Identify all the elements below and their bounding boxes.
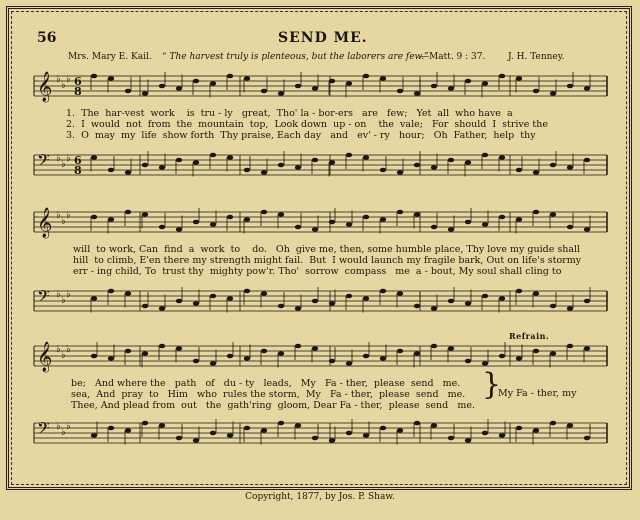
flat-icon: ♭ — [56, 74, 61, 85]
notehead — [482, 81, 488, 86]
notehead — [227, 74, 233, 79]
notehead — [380, 76, 386, 81]
flat-icon: ♭ — [61, 427, 66, 438]
notehead — [125, 210, 131, 215]
notehead — [550, 304, 556, 309]
notehead — [295, 344, 301, 349]
notehead — [193, 301, 199, 306]
notehead — [227, 433, 233, 438]
notehead — [91, 155, 97, 160]
time-signature-bottom: 8 — [74, 85, 82, 98]
refrain-lyric: My Fa - ther, my — [498, 388, 577, 399]
lyric-s2-v2: hill to climb, E'en there my strength might fail. But I would launch my fragile bark, Out on life's stormy — [73, 255, 582, 266]
notehead — [261, 349, 267, 354]
flat-icon: ♭ — [66, 153, 71, 164]
notehead — [261, 210, 267, 215]
flat-icon: ♭ — [56, 344, 61, 355]
flat-icon: ♭ — [66, 421, 71, 432]
notehead — [176, 158, 182, 163]
notehead — [108, 168, 114, 173]
treble-clef-icon: 𝄞 — [37, 208, 53, 238]
notehead — [108, 356, 114, 361]
notehead — [312, 86, 318, 91]
flat-icon: ♭ — [66, 74, 71, 85]
notehead — [244, 76, 250, 81]
notehead — [142, 421, 148, 426]
flat-icon: ♭ — [56, 153, 61, 164]
notehead — [516, 289, 522, 294]
notehead — [176, 346, 182, 351]
notehead — [465, 301, 471, 306]
notehead — [159, 225, 165, 230]
flat-icon: ♭ — [61, 80, 66, 91]
notehead — [159, 84, 165, 89]
flat-icon: ♭ — [61, 350, 66, 361]
notehead — [312, 346, 318, 351]
scripture-epigraph: “ The harvest truly is plenteous, but the laborers are few.” — [162, 52, 429, 62]
treble-clef-icon: 𝄞 — [37, 342, 53, 372]
flat-icon: ♭ — [56, 210, 61, 221]
notehead — [533, 428, 539, 433]
notehead — [448, 86, 454, 91]
notehead — [499, 354, 505, 359]
notehead — [159, 165, 165, 170]
notehead — [278, 304, 284, 309]
notehead — [584, 346, 590, 351]
notehead — [312, 436, 318, 441]
lyric-s3-v1: be; And where the path of du - ty leads, My Fa - ther, please send me. — [71, 378, 461, 389]
notehead — [516, 356, 522, 361]
notehead — [380, 168, 386, 173]
notehead — [363, 354, 369, 359]
flat-icon: ♭ — [66, 210, 71, 221]
notehead — [295, 225, 301, 230]
notehead — [550, 421, 556, 426]
notehead — [397, 89, 403, 94]
notehead — [482, 431, 488, 436]
notehead — [567, 84, 573, 89]
notehead — [261, 89, 267, 94]
notehead — [533, 210, 539, 215]
notehead — [397, 170, 403, 175]
notehead — [482, 294, 488, 299]
notehead — [312, 299, 318, 304]
notehead — [380, 217, 386, 222]
notehead — [329, 160, 335, 165]
notehead — [346, 431, 352, 436]
notehead — [295, 306, 301, 311]
refrain-label: Refrain. — [509, 331, 550, 341]
notehead — [448, 299, 454, 304]
notehead — [431, 84, 437, 89]
notehead — [380, 426, 386, 431]
notehead — [176, 86, 182, 91]
notehead — [414, 163, 420, 168]
flat-icon: ♭ — [66, 289, 71, 300]
notehead — [193, 160, 199, 165]
notehead — [431, 225, 437, 230]
notehead — [533, 291, 539, 296]
flat-icon: ♭ — [61, 216, 66, 227]
notehead — [448, 227, 454, 232]
composer-credit: J. H. Tenney. — [508, 52, 565, 62]
bass-clef-icon: 𝄢 — [37, 418, 50, 442]
notehead — [363, 433, 369, 438]
notehead — [465, 79, 471, 84]
flat-icon: ♭ — [56, 421, 61, 432]
notehead — [533, 89, 539, 94]
notehead — [210, 222, 216, 227]
notehead — [91, 354, 97, 359]
bass-clef-icon: 𝄢 — [37, 150, 50, 174]
notehead — [227, 155, 233, 160]
notehead — [142, 163, 148, 168]
notehead — [431, 423, 437, 428]
notehead — [584, 227, 590, 232]
notehead — [567, 423, 573, 428]
notehead — [176, 227, 182, 232]
time-signature-top: 6 — [74, 154, 82, 167]
notehead — [584, 436, 590, 441]
notehead — [346, 361, 352, 366]
notehead — [414, 91, 420, 96]
notehead — [482, 222, 488, 227]
notehead — [584, 299, 590, 304]
copyright-notice: Copyright, 1877, by Jos. P. Shaw. — [245, 492, 395, 502]
notehead — [193, 220, 199, 225]
notehead — [516, 76, 522, 81]
notehead — [584, 86, 590, 91]
notehead — [312, 158, 318, 163]
hymn-title: SEND ME. — [278, 30, 368, 46]
notehead — [550, 351, 556, 356]
notehead — [465, 359, 471, 364]
notehead — [125, 428, 131, 433]
notehead — [125, 291, 131, 296]
notehead — [465, 220, 471, 225]
notehead — [312, 227, 318, 232]
notehead — [499, 215, 505, 220]
notehead — [567, 344, 573, 349]
notehead — [329, 220, 335, 225]
notehead — [295, 423, 301, 428]
verse-brace: } — [482, 367, 502, 402]
notehead — [448, 346, 454, 351]
notehead — [193, 79, 199, 84]
page-number: 56 — [37, 30, 57, 46]
notehead — [533, 170, 539, 175]
notehead — [91, 296, 97, 301]
notehead — [431, 165, 437, 170]
notehead — [295, 84, 301, 89]
notehead — [261, 428, 267, 433]
notehead — [159, 344, 165, 349]
notehead — [210, 361, 216, 366]
notehead — [210, 153, 216, 158]
notehead — [499, 155, 505, 160]
lyric-s2-v1: will to work, Can find a work to do. Oh give me, then, some humble place, Thy love my guide shall — [73, 244, 581, 255]
lyric-s3-v2: sea, And pray to Him who rules the storm, My Fa - ther, please send me. — [71, 389, 466, 400]
notehead — [91, 215, 97, 220]
notehead — [397, 349, 403, 354]
notehead — [210, 81, 216, 86]
notehead — [380, 356, 386, 361]
notehead — [278, 163, 284, 168]
notehead — [380, 289, 386, 294]
notehead — [142, 212, 148, 217]
notehead — [482, 153, 488, 158]
notehead — [261, 291, 267, 296]
notehead — [108, 76, 114, 81]
notehead — [295, 165, 301, 170]
notehead — [346, 81, 352, 86]
notehead — [125, 349, 131, 354]
notehead — [465, 160, 471, 165]
notehead — [329, 79, 335, 84]
notehead — [499, 433, 505, 438]
notehead — [329, 301, 335, 306]
lyric-s1-v1: 1. The har-vest work is tru - ly great, Tho' la - bor-ers are few; Yet all who have a — [66, 108, 513, 119]
notehead — [363, 215, 369, 220]
notehead — [397, 210, 403, 215]
notehead — [346, 153, 352, 158]
notehead — [142, 351, 148, 356]
notehead — [210, 431, 216, 436]
notehead — [431, 344, 437, 349]
notehead — [244, 289, 250, 294]
flat-icon: ♭ — [61, 295, 66, 306]
time-signature-bottom: 8 — [74, 164, 82, 177]
lyric-s3-v3: Thee, And plead from out the gath'ring gloom, Dear Fa - ther, please send me. — [71, 400, 475, 411]
lyric-s1-v2: 2. I would not from the mountain top, Look down up - on the vale; For should I strive the — [66, 119, 548, 130]
notehead — [176, 299, 182, 304]
notehead — [414, 351, 420, 356]
notehead — [567, 306, 573, 311]
notehead — [346, 222, 352, 227]
notehead — [363, 155, 369, 160]
notehead — [516, 426, 522, 431]
notehead — [91, 433, 97, 438]
notehead — [193, 359, 199, 364]
notehead — [414, 421, 420, 426]
lyricist-credit: Mrs. Mary E. Kail. — [68, 52, 152, 62]
notehead — [584, 158, 590, 163]
notehead — [227, 354, 233, 359]
notehead — [159, 423, 165, 428]
notehead — [142, 91, 148, 96]
notehead — [533, 349, 539, 354]
notehead — [244, 217, 250, 222]
notehead — [465, 438, 471, 443]
notehead — [108, 217, 114, 222]
notehead — [499, 296, 505, 301]
notehead — [499, 74, 505, 79]
notehead — [210, 294, 216, 299]
notehead — [567, 225, 573, 230]
notehead — [363, 296, 369, 301]
notehead — [278, 212, 284, 217]
lyric-s1-v3: 3. O may my life show forth Thy praise, Each day and ev' - ry hour; Oh Father, help thy — [66, 130, 536, 141]
notehead — [227, 215, 233, 220]
notehead — [567, 165, 573, 170]
notehead — [244, 168, 250, 173]
notehead — [550, 91, 556, 96]
notehead — [448, 158, 454, 163]
notehead — [516, 217, 522, 222]
notehead — [550, 163, 556, 168]
notehead — [176, 436, 182, 441]
notehead — [482, 361, 488, 366]
notehead — [125, 89, 131, 94]
notehead — [159, 306, 165, 311]
notehead — [108, 289, 114, 294]
notehead — [363, 74, 369, 79]
bass-clef-icon: 𝄢 — [37, 286, 50, 310]
flat-icon: ♭ — [61, 159, 66, 170]
notehead — [261, 170, 267, 175]
notehead — [278, 91, 284, 96]
notehead — [193, 438, 199, 443]
notehead — [414, 304, 420, 309]
notehead — [91, 74, 97, 79]
notehead — [414, 212, 420, 217]
notehead — [108, 426, 114, 431]
notehead — [397, 291, 403, 296]
notehead — [346, 294, 352, 299]
notehead — [278, 421, 284, 426]
notehead — [329, 438, 335, 443]
notehead — [244, 356, 250, 361]
notehead — [448, 436, 454, 441]
notehead — [550, 212, 556, 217]
notehead — [125, 170, 131, 175]
treble-clef-icon: 𝄞 — [37, 72, 53, 102]
notehead — [431, 306, 437, 311]
scripture-reference: —Matt. 9 : 37. — [420, 52, 486, 62]
notehead — [329, 359, 335, 364]
flat-icon: ♭ — [66, 344, 71, 355]
lyric-s2-v3: err - ing child, To trust thy mighty pow'r. Tho' sorrow compass me a - bout, My soul shall cling to — [73, 266, 562, 277]
notehead — [244, 426, 250, 431]
notehead — [142, 304, 148, 309]
notehead — [516, 168, 522, 173]
flat-icon: ♭ — [56, 289, 61, 300]
time-signature-top: 6 — [74, 75, 82, 88]
notehead — [397, 428, 403, 433]
notehead — [227, 296, 233, 301]
notehead — [278, 351, 284, 356]
